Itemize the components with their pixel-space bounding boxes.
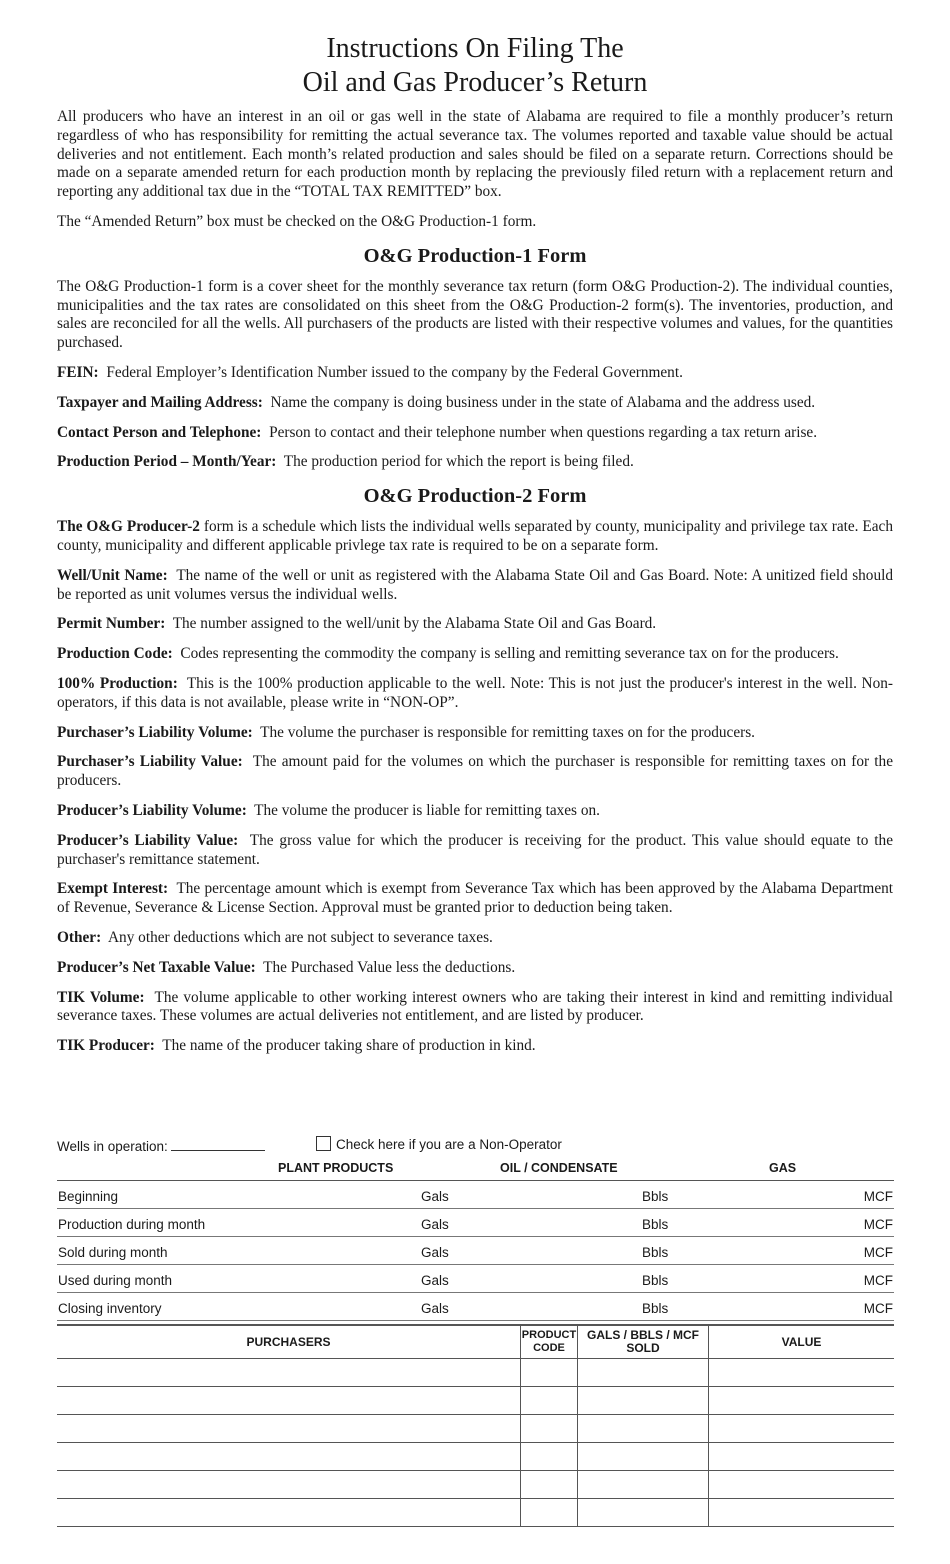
value-cell[interactable] <box>709 1471 895 1499</box>
definition-desc: Name the company is doing business under in the state of Alabama and the address used. <box>270 393 816 411</box>
volume-sold-cell[interactable] <box>578 1443 709 1471</box>
definition-item <box>57 645 893 664</box>
definition-desc: Codes representing the commodity the company is selling and remitting severance tax on for the producers. <box>180 645 839 663</box>
title-line-1: Instructions On Filing The <box>326 33 624 64</box>
row-label: Used during month <box>58 1273 173 1288</box>
unit-mcf: MCF <box>863 1189 893 1204</box>
value-cell[interactable] <box>709 1499 895 1527</box>
purchaser-cell[interactable] <box>57 1387 521 1415</box>
product-code-cell[interactable] <box>521 1415 578 1443</box>
wells-in-operation <box>57 1138 265 1154</box>
definition-item <box>57 802 893 821</box>
definition-item <box>57 364 893 383</box>
gas-header: GAS <box>769 1161 797 1175</box>
definition-item <box>57 959 893 978</box>
definition-item <box>57 567 893 605</box>
purchaser-cell[interactable] <box>57 1443 521 1471</box>
row-label: Sold during month <box>58 1245 168 1260</box>
volume-sold-cell[interactable] <box>578 1471 709 1499</box>
definition-term: TIK Producer: <box>57 1037 155 1055</box>
instructions-page <box>57 32 893 1067</box>
value-header: VALUE <box>709 1325 895 1359</box>
volume-sold-header-line2: SOLD <box>626 1341 660 1355</box>
form1-heading: O&G Production-1 Form <box>363 244 587 267</box>
definition-term: Other: <box>57 928 102 946</box>
definition-desc: The percentage amount which is exempt from Severance Tax which has been approved by the Alabama Department of Revenue, Severance & License Section. Approval must be granted prior to deduction being taken. <box>57 880 894 917</box>
unit-bbls: Bbls <box>642 1217 669 1232</box>
table-header-row <box>57 1325 894 1359</box>
product-code-cell[interactable] <box>521 1359 578 1387</box>
value-cell[interactable] <box>709 1387 895 1415</box>
unit-gals: Gals <box>421 1245 449 1260</box>
volume-sold-header-line1: GALS / BBLS / MCF <box>587 1328 699 1342</box>
nonop-checkbox[interactable] <box>316 1136 331 1151</box>
form1-intro: The O&G Production-1 form is a cover sheet for the monthly severance tax return (form O&G Production-2). The individual counties, municipalities and the tax rates are consolidated on this sheet from the O&G Production-2 form(s). The inventories, production, and sales are reconciled for all the wells. All purchasers of the products are listed with their respective volumes and values, for the quantities purchased. <box>57 277 893 352</box>
unit-gals: Gals <box>421 1217 449 1232</box>
table-row <box>57 1237 894 1265</box>
product-code-header <box>521 1325 578 1359</box>
table-row <box>57 1443 894 1471</box>
title-line-2: Oil and Gas Producer’s Return <box>302 67 648 98</box>
definition-desc: This is the 100% production applicable to the well. Note: This is not just the producer's interest in the well. Non-operators, if this data is not available, please write in “NON-OP”. <box>57 674 893 711</box>
value-cell[interactable] <box>709 1359 895 1387</box>
wells-count-field[interactable] <box>171 1138 265 1151</box>
purchasers-header: PURCHASERS <box>57 1325 521 1359</box>
definition-term: Exempt Interest: <box>57 880 169 898</box>
definition-item <box>57 675 893 713</box>
definition-desc: The volume the producer is liable for remitting taxes on. <box>254 801 600 819</box>
definition-desc: The gross value for which the producer is receiving for the product. This value should equate to the purchaser's remittance statement. <box>57 831 894 868</box>
table-row <box>57 1209 894 1237</box>
form2-heading: O&G Production-2 Form <box>363 485 587 508</box>
unit-bbls: Bbls <box>642 1245 669 1260</box>
product-code-cell[interactable] <box>521 1443 578 1471</box>
definition-item <box>57 424 893 443</box>
row-label: Production during month <box>58 1217 206 1232</box>
definition-term: Production Code: <box>57 645 173 663</box>
purchaser-cell[interactable] <box>57 1359 521 1387</box>
definition-desc: The amount paid for the volumes on which the purchaser is responsible for remitting taxes on for the producers. <box>57 753 893 790</box>
definition-term: Taxpayer and Mailing Address: <box>57 393 263 411</box>
definition-desc: The name of the producer taking share of production in kind. <box>162 1037 536 1055</box>
volume-sold-cell[interactable] <box>578 1359 709 1387</box>
definition-item <box>57 394 893 413</box>
product-code-cell[interactable] <box>521 1499 578 1527</box>
unit-mcf: MCF <box>863 1301 893 1316</box>
definition-term: Producer’s Liability Volume: <box>57 801 247 819</box>
definition-item <box>57 453 893 472</box>
definition-term: Producer’s Liability Value: <box>57 831 239 849</box>
definition-desc: form is a schedule which lists the individual wells separated by county, municipality and privilege tax rate. Each county, municipality and different applicable privlege tax rate is required to be on a separate form. <box>57 518 893 554</box>
definition-desc: Any other deductions which are not subject to severance taxes. <box>108 928 493 946</box>
definition-item <box>57 929 893 948</box>
definition-desc: The Purchased Value less the deductions. <box>263 958 516 976</box>
definition-term: FEIN: <box>57 363 99 381</box>
table-row <box>57 1265 894 1293</box>
value-cell[interactable] <box>709 1415 895 1443</box>
unit-mcf: MCF <box>863 1273 893 1288</box>
unit-gals: Gals <box>421 1189 449 1204</box>
oil-condensate-header: OIL / CONDENSATE <box>500 1161 618 1175</box>
definition-term: Production Period – Month/Year: <box>57 453 277 471</box>
purchaser-cell[interactable] <box>57 1499 521 1527</box>
table-row <box>57 1181 894 1209</box>
definition-item <box>57 1037 893 1056</box>
definition-term: Purchaser’s Liability Value: <box>57 753 243 771</box>
table-row <box>57 1499 894 1527</box>
unit-mcf: MCF <box>863 1245 893 1260</box>
volume-sold-cell[interactable] <box>578 1387 709 1415</box>
product-code-cell[interactable] <box>521 1471 578 1499</box>
definition-term: Purchaser’s Liability Volume: <box>57 723 253 741</box>
table-row <box>57 1471 894 1499</box>
definition-desc: The volume the purchaser is responsible for remitting taxes on for the producers. <box>260 723 756 741</box>
wells-row <box>57 1136 894 1156</box>
definition-desc: The number assigned to the well/unit by the Alabama State Oil and Gas Board. <box>172 615 657 633</box>
volume-sold-cell[interactable] <box>578 1499 709 1527</box>
table-row <box>57 1293 894 1321</box>
definition-desc: The production period for which the report is being filed. <box>283 453 634 471</box>
value-cell[interactable] <box>709 1443 895 1471</box>
definition-term: Permit Number: <box>57 615 166 633</box>
inventory-table <box>57 1180 894 1321</box>
product-code-header-line1: PRODUCT <box>521 1329 577 1341</box>
definition-item <box>57 989 893 1027</box>
definition-term: TIK Volume: <box>57 988 145 1006</box>
unit-mcf: MCF <box>863 1217 893 1232</box>
definition-item <box>57 880 893 918</box>
definition-desc: Federal Employer’s Identification Number issued to the company by the Federal Government. <box>106 363 683 381</box>
definition-term: The O&G Producer-2 <box>57 518 200 536</box>
page-title <box>57 32 893 100</box>
row-label: Closing inventory <box>58 1301 162 1316</box>
row-label: Beginning <box>58 1189 119 1204</box>
purchasers-table <box>57 1324 894 1527</box>
definition-desc: Person to contact and their telephone number when questions regarding a tax return arise. <box>269 423 818 441</box>
unit-gals: Gals <box>421 1273 449 1288</box>
table-row <box>57 1387 894 1415</box>
wells-label: Wells in operation: <box>57 1139 168 1154</box>
nonop-label: Check here if you are a Non-Operator <box>336 1137 562 1152</box>
volume-sold-cell[interactable] <box>578 1415 709 1443</box>
definition-desc: The volume applicable to other working interest owners who are taking their interest in kind and remitting individual severance taxes. These volumes are actual deliveries not entitlement, and are listed by producer. <box>57 988 893 1025</box>
intro-paragraph: All producers who have an interest in an oil or gas well in the state of Alabama are required to file a monthly producer’s return regardless of who has responsibility for remitting the actual severance tax. The volumes reported and taxable value should be actual deliveries and not entitlement. Each month’s related production and sales should be filed on a separate return. Corrections should be made on a separate amended return for each production month by replacing the previously filed return with a replacement return and reporting any additional tax due in the “TOTAL TAX REMITTED” box. <box>57 108 893 201</box>
unit-bbls: Bbls <box>642 1273 669 1288</box>
definition-term: Well/Unit Name: <box>57 566 168 584</box>
definition-item <box>57 615 893 634</box>
volume-sold-header <box>578 1325 709 1359</box>
purchaser-cell[interactable] <box>57 1415 521 1443</box>
product-code-cell[interactable] <box>521 1387 578 1415</box>
inventory-header <box>57 1159 894 1179</box>
definition-term: Contact Person and Telephone: <box>57 423 262 441</box>
definition-item <box>57 518 893 556</box>
definition-term: 100% Production: <box>57 674 178 692</box>
purchaser-cell[interactable] <box>57 1471 521 1499</box>
plant-products-header: PLANT PRODUCTS <box>278 1161 394 1175</box>
nonop-option <box>316 1136 562 1152</box>
unit-gals: Gals <box>421 1301 449 1316</box>
table-row <box>57 1359 894 1387</box>
definition-item <box>57 832 893 870</box>
amended-return-note: The “Amended Return” box must be checked on the O&G Production-1 form. <box>57 212 537 230</box>
unit-bbls: Bbls <box>642 1189 669 1204</box>
definition-term: Producer’s Net Taxable Value: <box>57 958 256 976</box>
product-code-header-line2: CODE <box>533 1342 565 1354</box>
definition-item <box>57 753 893 791</box>
definition-desc: The name of the well or unit as registered with the Alabama State Oil and Gas Board. Note: A unitized field should be reported as unit volumes versus the individual wells. <box>57 566 894 603</box>
definition-item <box>57 724 893 743</box>
unit-bbls: Bbls <box>642 1301 669 1316</box>
table-row <box>57 1415 894 1443</box>
